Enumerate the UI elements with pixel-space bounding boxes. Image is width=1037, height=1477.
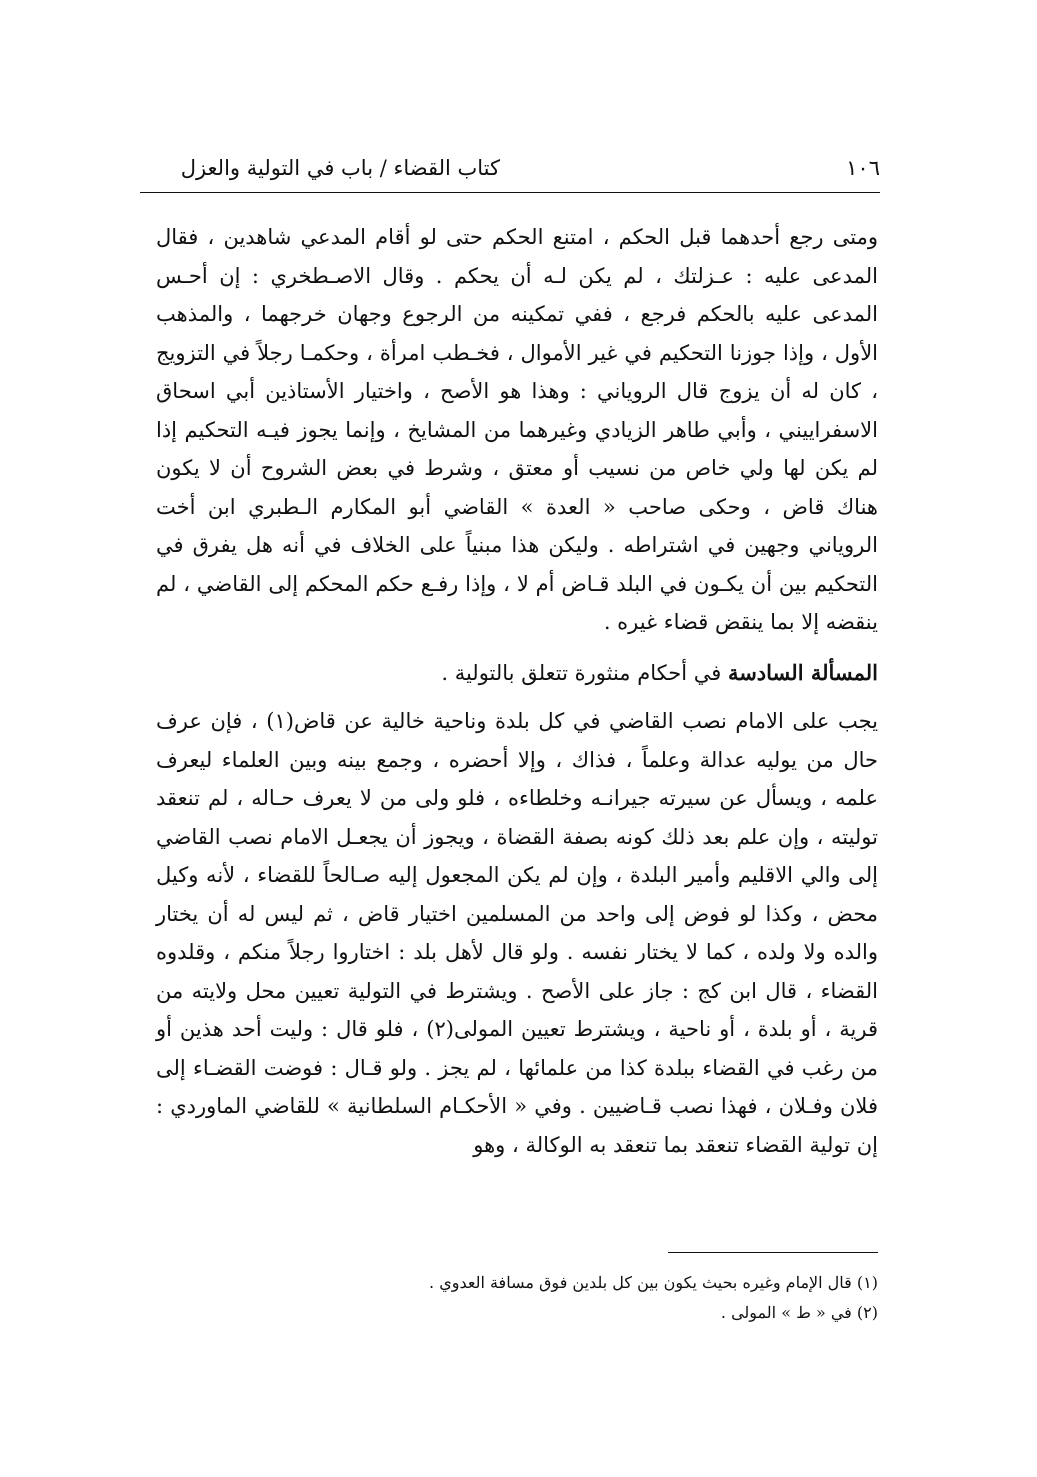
running-header (140, 152, 880, 192)
paragraph-2: يجب على الامام نصب القاضي في كل بلدة وناحية خالية عن قاض(١) ، فإن عرف حال من يوليه عدالة وعلماً ، فذاك ، وإلا أحضره ، وجمع بينه وبين العلماء ليعرف علمه ، ويسأل عن سيرته جيرانـه وخلطاءه ، فلو ولى من لا يعرف حـاله ، لم تنعقد توليته ، وإن علم بعد ذلك كونه بصفة القضاة ، ويجوز أن يجعـل الامام نصب القاضي إلى والي الاقليم وأمير البلدة ، وإن لم يكن المجعول إليه صـالحاً للقضاء ، لأنه وكيل محض ، وكذا لو فوض إلى واحد من المسلمين اختيار قاض ، ثم ليس له أن يختار والده ولا ولده ، كما لا يختار نفسه . ولو قال لأهل بلد : اختاروا رجلاً منكم ، وقلدوه القضاء ، قال ابن كج : جاز على الأصح . ويشترط في التولية تعيين محل ولايته من قرية ، أو بلدة ، أو ناحية ، ويشترط تعيين المولى(٢) ، فلو قال : وليت أحد هذين أو من رغب في القضاء ببلدة كذا من علمائها ، لم يجز . ولو قـال : فوضت القضـاء إلى فلان وفـلان ، فهذا نصب قـاضيين . وفي « الأحكـام السلطانية » للقاضي الماوردي : إن تولية القضاء تنعقد بما تنعقد به الوكالة ، وهو (156, 709, 879, 1157)
header-rule (140, 192, 880, 193)
footnote-rule (668, 1252, 878, 1253)
section-heading (156, 654, 878, 693)
paragraph-1: ومتى رجع أحدهما قبل الحكم ، امتنع الحكم حتى لو أقام المدعي شاهدين ، فقال المدعى عليه : عـزلتك ، لم يكن لـه أن يحكم . وقال الاصـطخري : إن أحـس المدعى عليه بالحكم فرجع ، ففي تمكينه من الرجوع وجهان خرجهما ، والمذهب الأول ، وإذا جوزنا التحكيم في غير الأموال ، فخـطب امرأة ، وحكمـا رجلاً في التزويج ، كان له أن يزوج قال الروياني : وهذا هو الأصح ، واختيار الأستاذين أبي اسحاق الاسفراييني ، وأبي طاهر الزيادي وغيرهما من المشايخ ، وإنما يجوز فيـه التحكيم إذا لم يكن لها ولي خاص من نسيب أو معتق ، وشرط في بعض الشروح أن لا يكون هناك قاض ، وحكى صاحب « العدة » القاضي أبو المكارم الـطبري ابن أخت الروياني وجهين في اشتراطه . وليكن هذا مبنياً على الخلاف في أنه هل يفرق في التحكيم بين أن يكـون في البلد قـاض أم لا ، وإذا رفـع حكم المحكم إلى القاضي ، لم ينقضه إلا بما ينقض قضاء غيره . (156, 225, 878, 634)
main-text (156, 218, 878, 1164)
section-heading-bold: المسألة السادسة (727, 659, 878, 685)
footnotes (156, 1268, 878, 1328)
section-heading-rest: في أحكام منثورة تتعلق بالتولية . (441, 660, 722, 685)
page-number: ١٠٦ (846, 156, 880, 180)
running-title: كتاب القضاء / باب في التولية والعزل (180, 156, 500, 180)
footnote-2: (٢) في « ط » المولى . (720, 1303, 878, 1322)
footnote-1: (١) قال الإمام وغيره بحيث يكون بين كل بلدين فوق مسافة العدوي . (429, 1273, 878, 1292)
